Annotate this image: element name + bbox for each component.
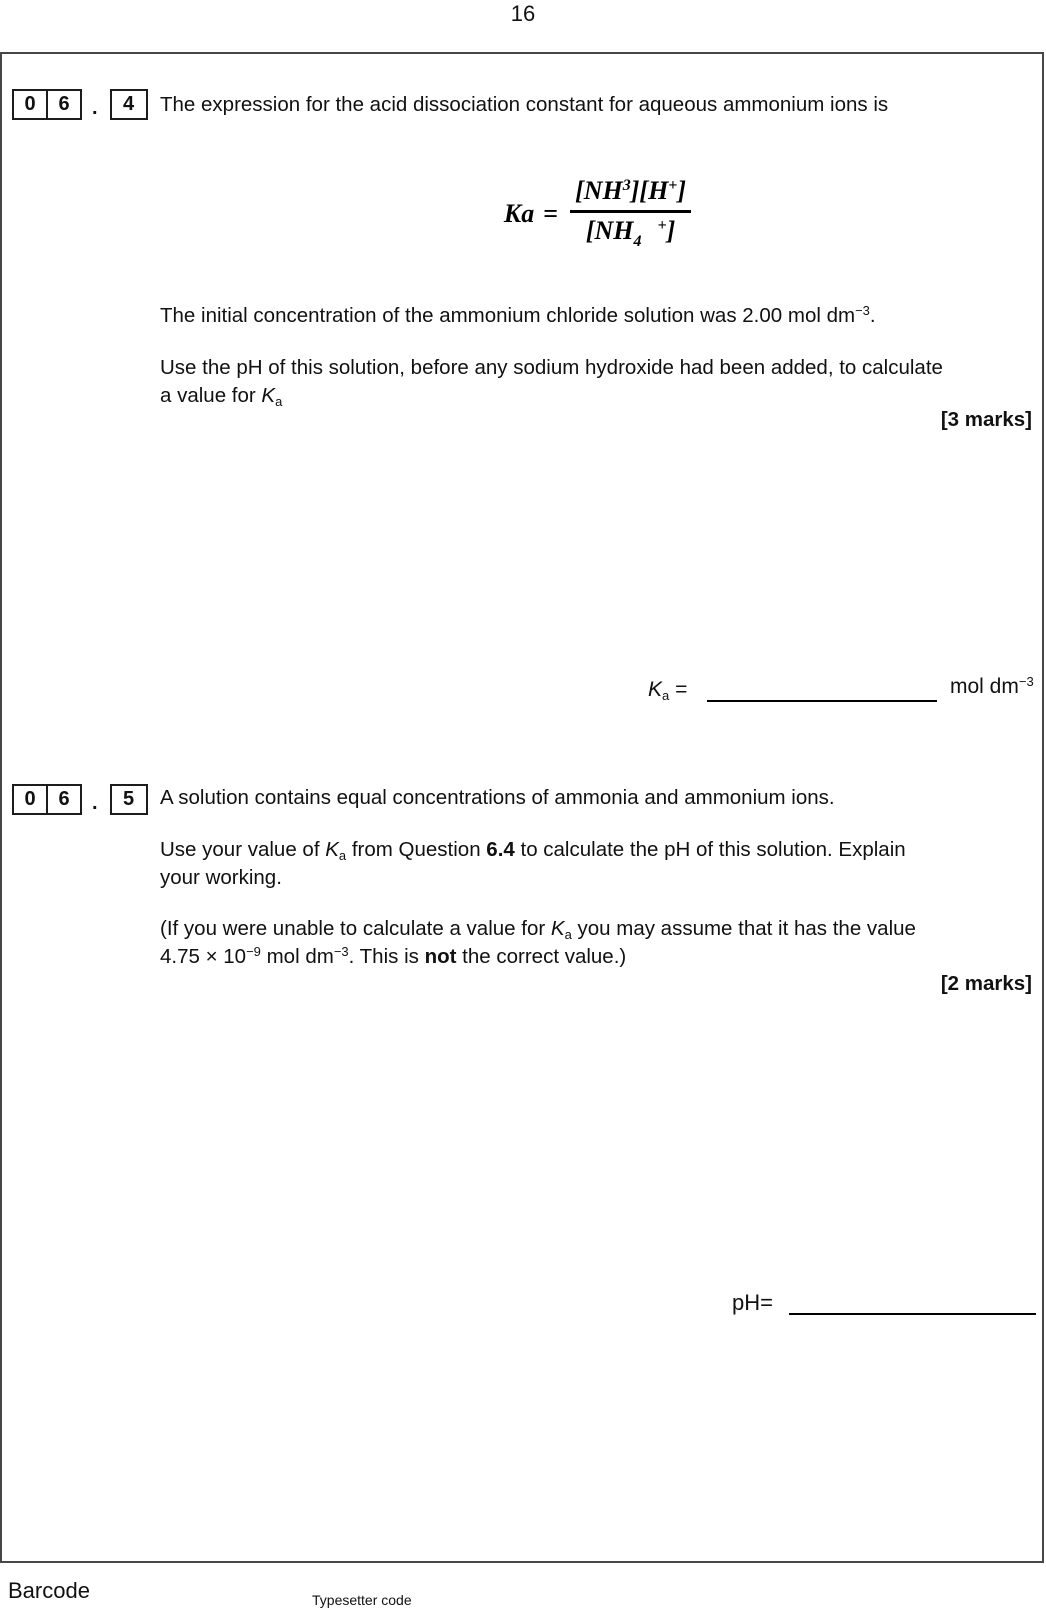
q65-instruction-pre: Use your value of: [160, 838, 326, 861]
q65-note-line-2: [160, 944, 626, 969]
numerator-superscript-3: 3: [622, 177, 631, 194]
q65-instruction-post: to calculate the pH of this solution. Explain: [514, 838, 906, 861]
q65-note-pre: (If you were unable to calculate a value for: [160, 917, 551, 940]
q65-note-not-emphasis: not: [424, 945, 457, 968]
q65-number-box: [12, 784, 148, 815]
q65-note-ka-symbol: K: [550, 917, 565, 940]
page-number: 16: [510, 1, 536, 26]
q64-marks-label: [3 marks]: [940, 408, 1032, 431]
denominator-text-2: ]: [666, 216, 676, 245]
q65-question-reference: 6.4: [486, 838, 515, 861]
ph-answer-blank[interactable]: [789, 1289, 1036, 1315]
q64-instruction-line-1: [160, 356, 943, 380]
ka-unit-superscript: −3: [1018, 674, 1034, 689]
ka-subscript: a: [275, 394, 283, 409]
ka-answer-equals: =: [669, 678, 688, 701]
q64-digit-cell-3: 4: [110, 89, 148, 120]
formula-denominator: [586, 213, 675, 251]
q64-separator-dot: .: [92, 97, 98, 119]
q65-note-ka-subscript: a: [564, 927, 572, 942]
ka-answer-unit: [950, 674, 1034, 699]
q65-intro-text: [160, 786, 835, 810]
q65-intro-line: A solution contains equal concentrations of ammonia and ammonium ions.: [160, 786, 835, 809]
ka-answer-symbol: K: [648, 678, 663, 701]
initial-text: The initial concentration of the ammonium chloride solution was 2.00 mol dm: [160, 304, 856, 327]
q65-note-superscript-3: −3: [333, 944, 349, 959]
q64-digit-cell-1: 0: [12, 89, 48, 120]
ka-answer-blank[interactable]: [707, 676, 937, 702]
q65-instruction-line-2: [160, 866, 282, 890]
instruction-text-2: a value for: [160, 384, 262, 407]
q65-note-value: 4.75 × 10: [160, 945, 247, 968]
q65-note-superscript-9: −9: [246, 944, 261, 959]
q65-digit-cell-3: 5: [110, 784, 148, 815]
denominator-text: [NH: [585, 216, 634, 245]
denominator-subscript-4: 4: [633, 233, 642, 250]
numerator-superscript-plus: +: [668, 177, 678, 194]
q65-ka-symbol: K: [325, 838, 339, 861]
q65-digit-cell-1: 0: [12, 784, 48, 815]
q64-instruction-line-2: [160, 384, 282, 409]
ka-answer-subscript: a: [662, 688, 670, 703]
numerator-text: [NH: [575, 176, 623, 205]
q65-instruction-line-1: [160, 838, 906, 863]
q65-instruction-text-2: your working.: [160, 866, 282, 889]
q65-instruction-mid: from Question: [346, 838, 487, 861]
barcode-placeholder: Barcode: [8, 1578, 90, 1603]
formula-equals: =: [543, 198, 559, 228]
q65-note-post: you may assume that it has the value: [571, 917, 916, 940]
q65-note-mid: . This is: [348, 945, 425, 968]
initial-superscript: −3: [855, 303, 870, 318]
q64-intro-line: The expression for the acid dissociation constant for aqueous ammonium ions is: [160, 93, 889, 116]
typesetter-code-placeholder: Typesetter code: [312, 1592, 412, 1608]
q64-intro-text: [160, 93, 888, 117]
q64-digit-cell-2: 6: [46, 89, 82, 120]
q65-note-unit: mol dm: [260, 945, 334, 968]
q65-marks-label: [2 marks]: [940, 972, 1032, 995]
numerator-text-2: ][H: [630, 176, 669, 205]
ka-formula: [160, 176, 1035, 251]
q64-number-box: [12, 89, 148, 120]
ka-symbol: K: [261, 384, 276, 407]
initial-period: .: [869, 304, 876, 327]
ka-answer-label: [648, 678, 687, 703]
instruction-text-1: Use the pH of this solution, before any sodium hydroxide had been added, to calculate: [160, 356, 943, 379]
formula-numerator: [570, 176, 691, 213]
ph-answer-label: pH=: [732, 1290, 773, 1315]
numerator-text-3: ]: [677, 176, 687, 205]
formula-lhs: Ka: [503, 198, 535, 228]
q65-separator-dot: .: [92, 792, 98, 814]
formula-fraction: [570, 176, 691, 251]
ka-unit-text: mol dm: [950, 675, 1019, 698]
q65-note-end: the correct value.): [456, 945, 627, 968]
q64-initial-concentration-text: [160, 303, 876, 328]
q65-note-line-1: [160, 917, 916, 942]
q65-ka-subscript: a: [338, 848, 347, 863]
denominator-superscript-plus: +: [657, 217, 667, 234]
q65-digit-cell-2: 6: [46, 784, 82, 815]
